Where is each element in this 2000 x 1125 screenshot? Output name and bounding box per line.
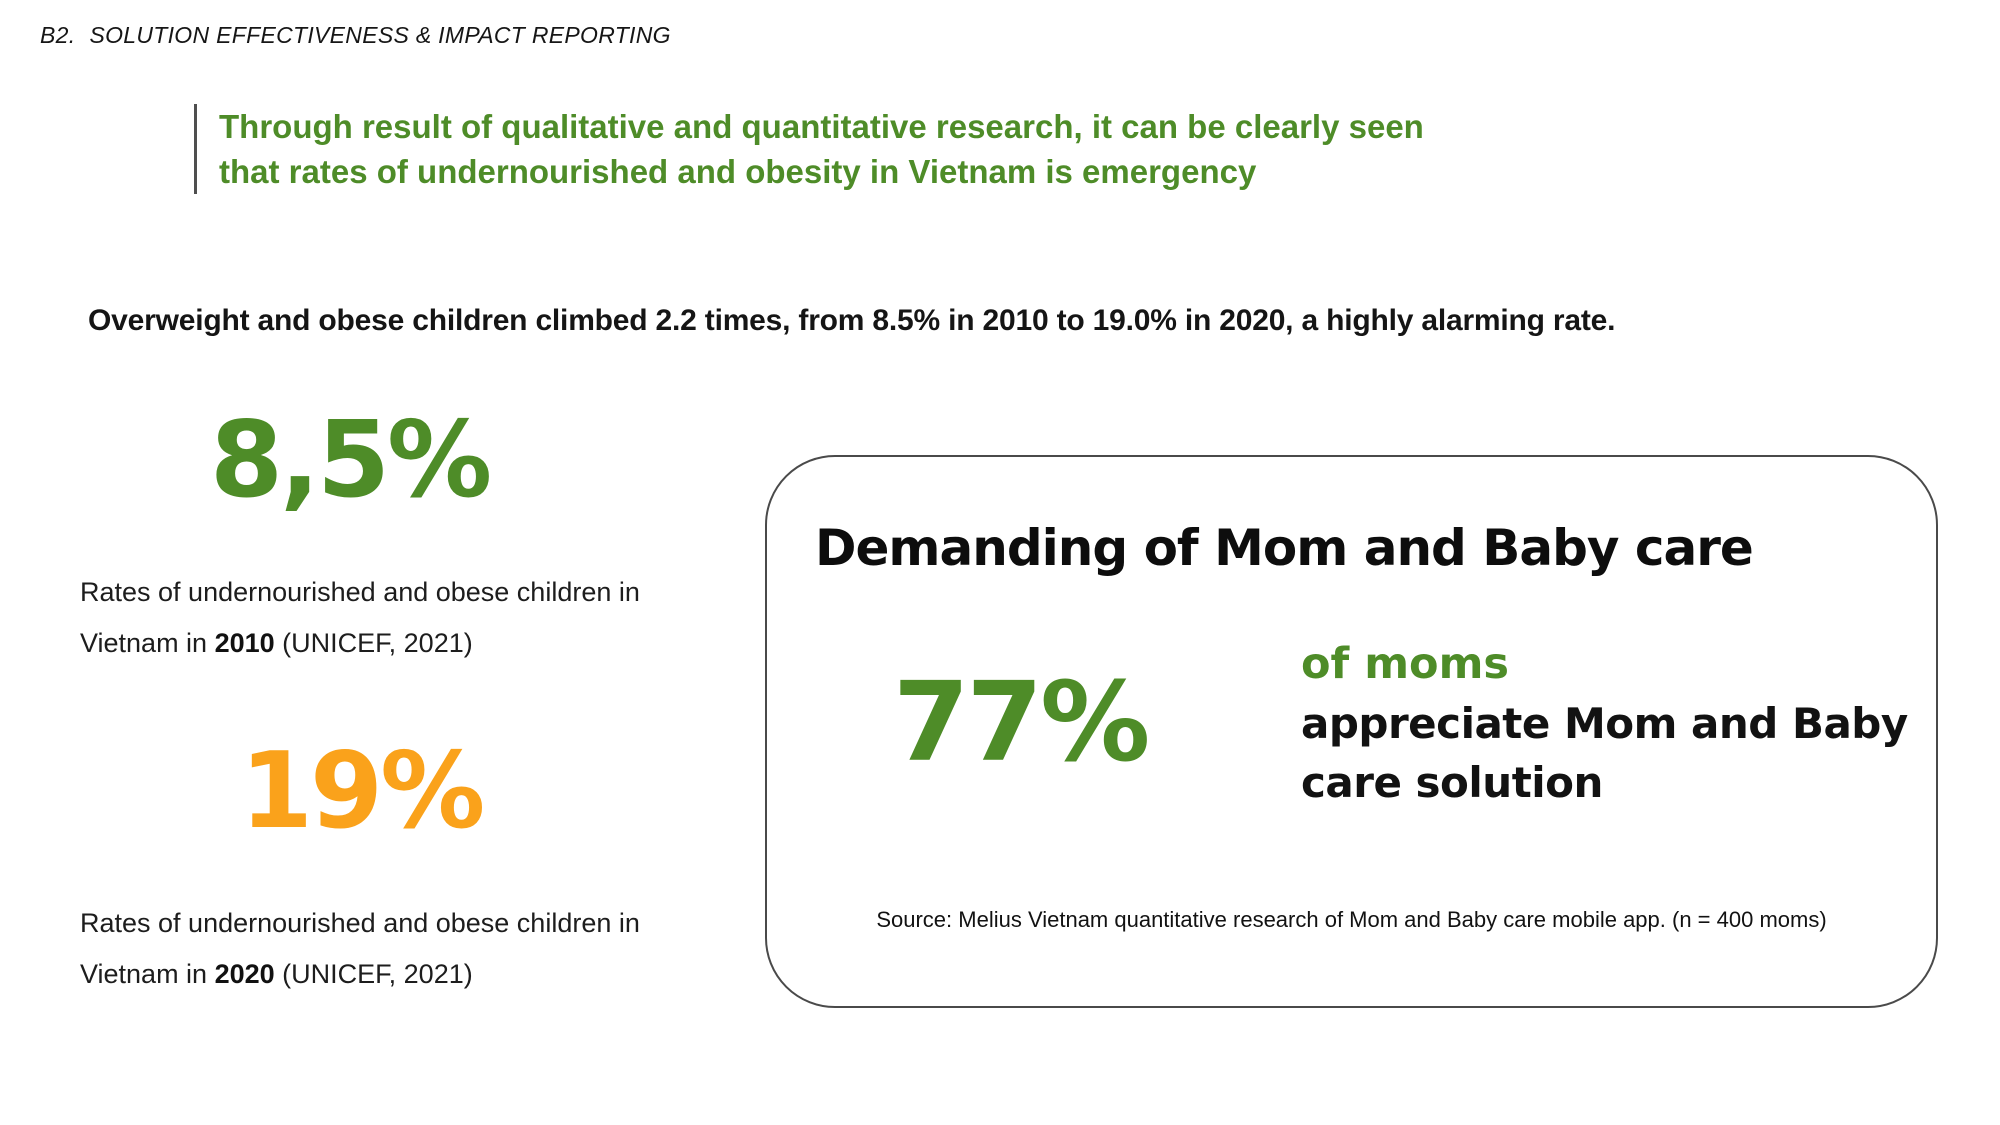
caption-prefix: Vietnam in <box>80 959 215 989</box>
card-source: Source: Melius Vietnam quantitative research of Mom and Baby care mobile app. (n = 400 moms) <box>876 907 1827 932</box>
card-highlight: of moms <box>1301 639 1509 689</box>
stat-2010-caption-line1: Rates of undernourished and obese children in <box>80 577 640 607</box>
caption-prefix: Vietnam in <box>80 628 215 658</box>
stat-2010-caption-line2 <box>80 618 640 669</box>
caption-year: 2020 <box>214 959 275 989</box>
stat-2020-caption-line2 <box>80 949 640 1000</box>
caption-suffix: (UNICEF, 2021) <box>274 628 473 658</box>
section-code: B2. <box>40 22 76 48</box>
headline-line1: Through result of qualitative and quantitative research, it can be clearly seen <box>219 108 1424 145</box>
caption-suffix: (UNICEF, 2021) <box>274 959 473 989</box>
card-title: Demanding of Mom and Baby care <box>815 519 1753 577</box>
card-description-line2: care solution <box>1301 758 1603 807</box>
summary-statement: Overweight and obese children climbed 2.2 times, from 8.5% in 2010 to 19.0% in 2020, a highly alarming rate. <box>88 304 1616 337</box>
stat-2020-caption-line1: Rates of undernourished and obese children in <box>80 908 640 938</box>
caption-year: 2010 <box>214 628 275 658</box>
demand-card <box>765 455 1938 1008</box>
stat-2010-value: 8,5% <box>210 399 490 521</box>
headline-line2: that rates of undernourished and obesity in Vietnam is emergency <box>219 153 1257 190</box>
card-stat-value: 77% <box>893 658 1148 786</box>
stat-2020-value: 19% <box>240 730 483 852</box>
stat-2020-caption <box>80 898 640 1000</box>
headline <box>194 104 1424 194</box>
section-title: SOLUTION EFFECTIVENESS & IMPACT REPORTING <box>89 22 671 48</box>
card-stat-text <box>1301 635 1908 812</box>
stat-2010-caption <box>80 567 640 669</box>
card-description-line1: appreciate Mom and Baby <box>1301 699 1908 748</box>
section-label <box>40 22 671 49</box>
